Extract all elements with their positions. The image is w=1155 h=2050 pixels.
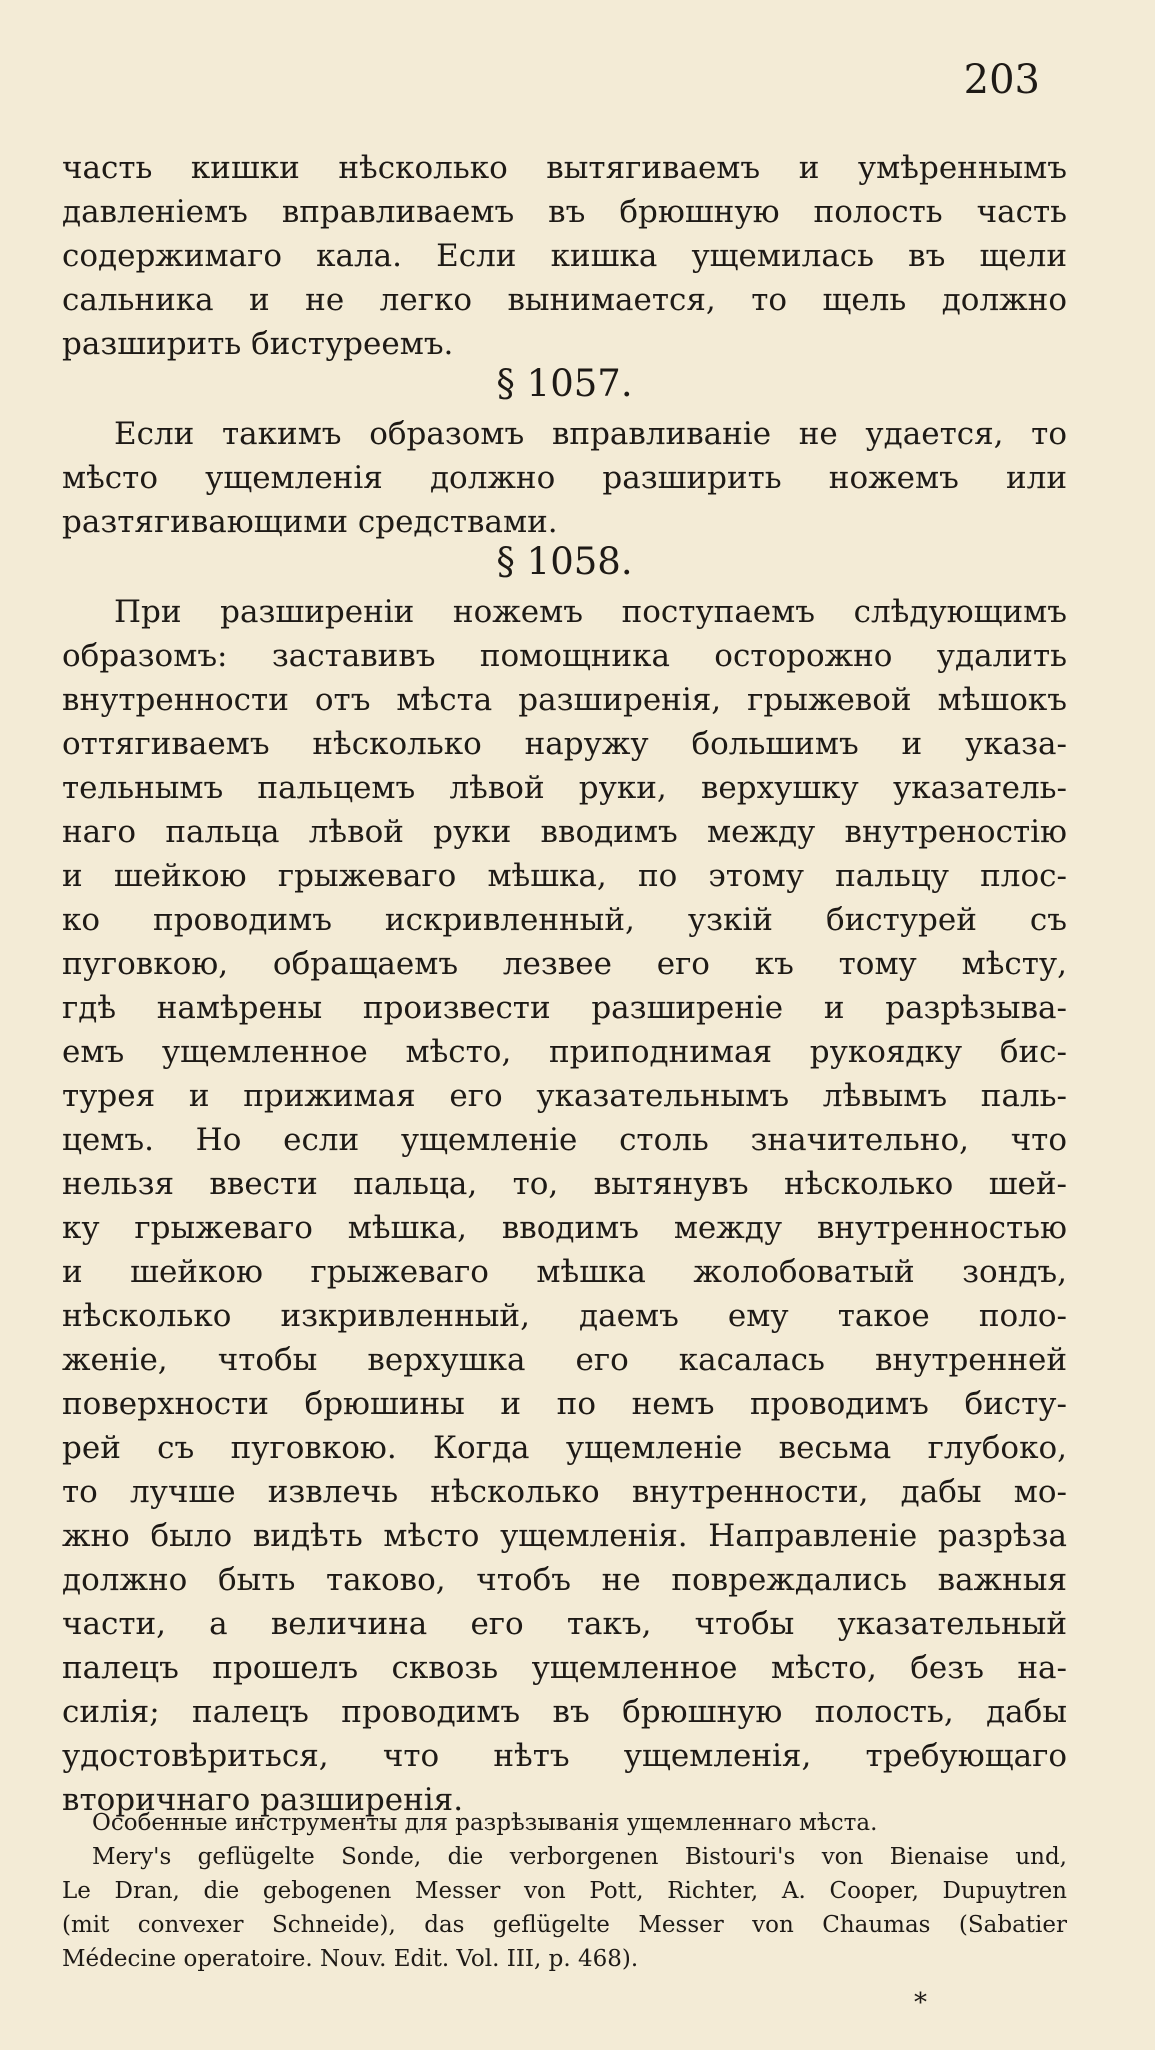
text-line: разширить бистуреемъ. — [62, 326, 454, 362]
text-line: образомъ: заставивъ помощника осторожно удалить — [62, 638, 1067, 674]
text-line: При разширенiи ножемъ поступаемъ слѣдующимъ — [114, 594, 1067, 630]
text-line: сальника и не легко вынимается, то щель должно — [62, 282, 1067, 318]
text-line: и шейкою грыжеваго мѣшка жолобоватый зондъ, — [62, 1254, 1067, 1290]
section-heading-1057-wrap — [62, 362, 1067, 406]
text-line: рей съ пуговкою. Когда ущемленiе весьма глубоко, — [62, 1430, 1067, 1466]
text-line: то лучше извлечь нѣсколько внутренности, дабы мо- — [62, 1474, 1067, 1510]
text-line: поверхности брюшины и по немъ проводимъ бисту- — [62, 1386, 1067, 1422]
text-line: ку грыжеваго мѣшка, вводимъ между внутренностью — [62, 1210, 1067, 1246]
text-line: емъ ущемленное мѣсто, приподнимая рукоядку бис- — [62, 1034, 1067, 1070]
text-line: гдѣ намѣрены произвести разширенiе и разрѣзыва- — [62, 990, 1067, 1026]
section-heading-1058-wrap — [62, 540, 1067, 584]
text-line: разтягивающими средствами. — [62, 504, 558, 540]
text-line: Если такимъ образомъ вправливанiе не удается, то — [114, 416, 1067, 452]
text-line: жно было видѣть мѣсто ущемленiя. Направленiе разрѣза — [62, 1518, 1067, 1554]
text-line: ко проводимъ искривленный, узкiй бистурей съ — [62, 902, 1067, 938]
section-heading-1058: § 1058. — [496, 540, 633, 583]
text-line: содержимаго кала. Если кишка ущемилась въ щели — [62, 238, 1067, 274]
text-line: силiя; палецъ проводимъ въ брюшную полость, дабы — [62, 1694, 1067, 1730]
text-line: оттягиваемъ нѣсколько наружу большимъ и указа- — [62, 726, 1067, 762]
footnote-line: (mit convexer Schneide), das geflügelte Messer von Chaumas (Sabatier — [62, 1912, 1067, 1938]
text-line: тельнымъ пальцемъ лѣвой руки, верхушку указатель- — [62, 770, 1067, 806]
text-line: турея и прижимая его указательнымъ лѣвымъ паль- — [62, 1078, 1067, 1114]
page-number: 203 — [963, 57, 1040, 103]
text-line: давленiемъ вправливаемъ въ брюшную полость часть — [62, 194, 1067, 230]
footnote — [62, 1806, 1067, 1976]
text-line: мѣсто ущемленiя должно разширить ножемъ или — [62, 460, 1067, 496]
footnote-line: Médecine operatoire. Nouv. Edit. Vol. III, p. 468). — [62, 1946, 639, 1972]
text-line: цемъ. Но если ущемленiе столь значительно, что — [62, 1122, 1067, 1158]
section-heading-1057: § 1057. — [496, 362, 633, 405]
text-line: удостовѣриться, что нѣтъ ущемленiя, требующаго — [62, 1738, 1067, 1774]
text-line: палецъ прошелъ сквозь ущемленное мѣсто, безъ на- — [62, 1650, 1067, 1686]
text-line: нѣсколько изкривленный, даемъ ему такое поло- — [62, 1298, 1067, 1334]
text-line: части, а величина его такъ, чтобы указательный — [62, 1606, 1067, 1642]
paragraph-1058 — [62, 590, 1067, 1822]
text-line: внутренности отъ мѣста разширенiя, грыжевой мѣшокъ — [62, 682, 1067, 718]
footnote-line: Особенные инструменты для разрѣзыванiя ущемленнаго мѣста. — [92, 1810, 878, 1836]
text-line: и шейкою грыжеваго мѣшка, по этому пальцу плос- — [62, 858, 1067, 894]
text-line: женiе, чтобы верхушка его касалась внутренней — [62, 1342, 1067, 1378]
text-line: часть кишки нѣсколько вытягиваемъ и умѣреннымъ — [62, 150, 1067, 186]
text-line: вторичнаго разширенiя. — [62, 1782, 464, 1818]
text-line: должно быть таково, чтобъ не повреждались важныя — [62, 1562, 1067, 1598]
paragraph-continuation — [62, 146, 1067, 366]
text-line: пуговкою, обращаемъ лезвее его къ тому мѣсту, — [62, 946, 1067, 982]
text-line: нельзя ввести пальца, то, вытянувъ нѣсколько шей- — [62, 1166, 1067, 1202]
footnote-line: Mery's geflügelte Sonde, die verborgenen Bistouri's von Bienaise und, — [92, 1844, 1067, 1870]
paragraph-1057 — [62, 412, 1067, 544]
signature-mark: * — [914, 1988, 927, 2018]
footnote-line: Le Dran, die gebogenen Messer von Pott, Richter, A. Cooper, Dupuytren — [62, 1878, 1067, 1904]
text-line: наго пальца лѣвой руки вводимъ между внутреностiю — [62, 814, 1067, 850]
